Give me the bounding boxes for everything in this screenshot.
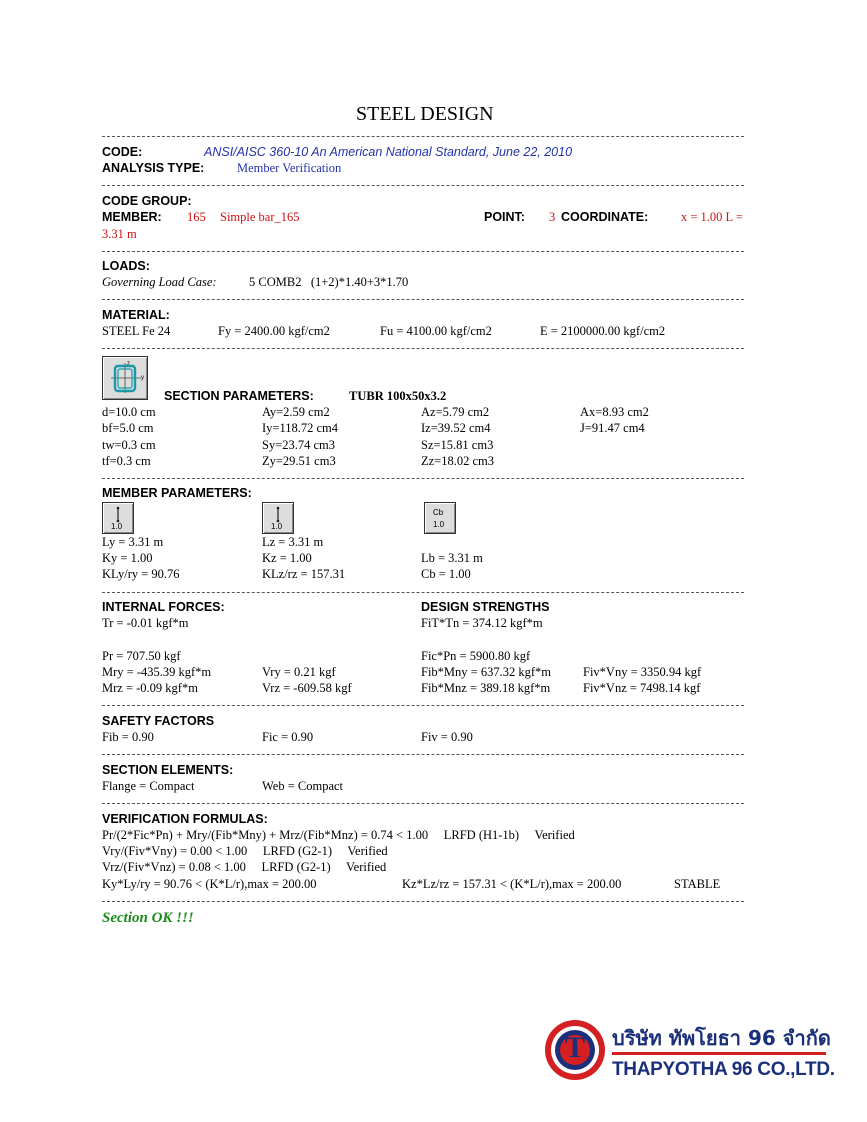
- section-sy: Sy=23.74 cm3: [262, 438, 336, 452]
- divider: [102, 705, 744, 706]
- divider: [102, 592, 744, 593]
- code-group-label: CODE GROUP:: [102, 194, 192, 208]
- page-title: STEEL DESIGN: [356, 103, 494, 125]
- member-label: MEMBER:: [102, 210, 162, 224]
- icon-kz-value: 1.0: [271, 522, 283, 531]
- strength-fiv-vny: Fiv*Vny = 3350.94 kgf: [583, 665, 702, 679]
- section-sz: Sz=15.81 cm3: [421, 438, 494, 452]
- section-ay: Ay=2.59 cm2: [262, 405, 330, 419]
- strength-fib-mny: Fib*Mny = 637.32 kgf*m: [421, 665, 551, 679]
- safety-fic: Fic = 0.90: [262, 730, 314, 744]
- cb-coefficient-icon: [424, 502, 456, 534]
- force-tr: Tr = -0.01 kgf*m: [102, 616, 189, 630]
- rectangular-tube-section-icon: [102, 356, 148, 400]
- buckling-length-z-icon: [262, 502, 294, 534]
- verification-line-3: Vrz/(Fiv*Vnz) = 0.08 < 1.00 LRFD (G2-1) Verified: [102, 860, 387, 874]
- section-bf: bf=5.0 cm: [102, 421, 154, 435]
- force-vry: Vry = 0.21 kgf: [262, 665, 336, 679]
- section-ax: Ax=8.93 cm2: [580, 405, 649, 419]
- logo-letter: T: [565, 1031, 586, 1064]
- member-parameters-label: MEMBER PARAMETERS:: [102, 486, 252, 500]
- param-kly-ry: KLy/ry = 90.76: [102, 567, 180, 581]
- strength-fib-mnz: Fib*Mnz = 389.18 kgf*m: [421, 681, 551, 695]
- icon-cb-label: Cb: [433, 508, 444, 517]
- param-ky: Ky = 1.00: [102, 551, 153, 565]
- loads-label: LOADS:: [102, 259, 150, 273]
- strength-fit-tn: FiT*Tn = 374.12 kgf*m: [421, 616, 543, 630]
- analysis-type-value: Member Verification: [237, 161, 342, 175]
- result-status: Section OK !!!: [102, 910, 194, 926]
- material-name: STEEL Fe 24: [102, 324, 171, 338]
- web-class: Web = Compact: [262, 779, 344, 793]
- material-fy: Fy = 2400.00 kgf/cm2: [218, 324, 330, 338]
- governing-load-case: 5 COMB2 (1+2)*1.40+3*1.70: [249, 275, 409, 289]
- stability-status: STABLE: [674, 877, 721, 891]
- svg-text:y: y: [141, 375, 144, 381]
- verification-line-2: Vry/(Fiv*Vny) = 0.00 < 1.00 LRFD (G2-1) Verified: [102, 844, 388, 858]
- divider: [102, 478, 744, 479]
- section-j: J=91.47 cm4: [580, 421, 645, 435]
- buckling-length-y-icon: [102, 502, 134, 534]
- section-zy: Zy=29.51 cm3: [262, 454, 336, 468]
- force-mry: Mry = -435.39 kgf*m: [102, 665, 212, 679]
- coordinate-value: x = 1.00 L =: [681, 210, 743, 224]
- verification-line-1: Pr/(2*Fic*Pn) + Mry/(Fib*Mny) + Mrz/(Fib*Mnz) = 0.74 < 1.00 LRFD (H1-1b) Verified: [102, 828, 575, 842]
- strength-fiv-vnz: Fiv*Vnz = 7498.14 kgf: [583, 681, 701, 695]
- code-label: CODE:: [102, 145, 143, 159]
- divider: [102, 348, 744, 349]
- section-elements-label: SECTION ELEMENTS:: [102, 763, 234, 777]
- param-kz: Kz = 1.00: [262, 551, 312, 565]
- divider: [102, 754, 744, 755]
- force-vrz: Vrz = -609.58 kgf: [262, 681, 352, 695]
- design-strengths-label: DESIGN STRENGTHS: [421, 600, 550, 614]
- internal-forces-label: INTERNAL FORCES:: [102, 600, 225, 614]
- member-name: Simple bar_165: [220, 210, 300, 224]
- divider: [102, 185, 744, 186]
- company-name-english: THAPYOTHA 96 CO.,LTD.: [612, 1059, 835, 1080]
- point-label: POINT:: [484, 210, 525, 224]
- point-value: 3: [549, 210, 556, 224]
- svg-text:z: z: [127, 361, 130, 367]
- material-label: MATERIAL:: [102, 308, 170, 322]
- section-iy: Iy=118.72 cm4: [262, 421, 339, 435]
- param-lb: Lb = 3.31 m: [421, 551, 483, 565]
- material-e: E = 2100000.00 kgf/cm2: [540, 324, 666, 338]
- force-mrz: Mrz = -0.09 kgf*m: [102, 681, 198, 695]
- param-cb: Cb = 1.00: [421, 567, 471, 581]
- analysis-type-label: ANALYSIS TYPE:: [102, 161, 205, 175]
- verification-line-4b: Kz*Lz/rz = 157.31 < (K*L/r),max = 200.00: [402, 877, 622, 891]
- divider: [102, 803, 744, 804]
- coordinate-value-cont: 3.31 m: [102, 227, 137, 241]
- icon-cb-value: 1.0: [433, 520, 445, 529]
- divider: [102, 901, 744, 902]
- param-ly: Ly = 3.31 m: [102, 535, 164, 549]
- material-fu: Fu = 4100.00 kgf/cm2: [380, 324, 492, 338]
- section-zz: Zz=18.02 cm3: [421, 454, 495, 468]
- section-parameters-label: SECTION PARAMETERS:: [164, 389, 314, 403]
- divider: [102, 251, 744, 252]
- governing-load-label: Governing Load Case:: [102, 275, 217, 289]
- logo-divider: [612, 1052, 826, 1055]
- safety-fib: Fib = 0.90: [102, 730, 154, 744]
- section-tw: tw=0.3 cm: [102, 438, 156, 452]
- strength-fic-pn: Fic*Pn = 5900.80 kgf: [421, 649, 531, 663]
- member-number: 165: [187, 210, 206, 224]
- icon-ky-value: 1.0: [111, 522, 123, 531]
- company-name-thai: บริษัท ทัพโยธา 96 จำกัด: [612, 1026, 831, 1050]
- company-logo-icon: [543, 1018, 607, 1082]
- safety-fiv: Fiv = 0.90: [421, 730, 473, 744]
- section-name: TUBR 100x50x3.2: [349, 389, 447, 403]
- flange-class: Flange = Compact: [102, 779, 195, 793]
- param-klz-rz: KLz/rz = 157.31: [262, 567, 346, 581]
- force-pr: Pr = 707.50 kgf: [102, 649, 181, 663]
- verification-formulas-label: VERIFICATION FORMULAS:: [102, 812, 268, 826]
- param-lz: Lz = 3.31 m: [262, 535, 324, 549]
- verification-line-4a: Ky*Ly/ry = 90.76 < (K*L/r),max = 200.00: [102, 877, 317, 891]
- section-tf: tf=0.3 cm: [102, 454, 151, 468]
- code-value: ANSI/AISC 360-10 An American National Standard, June 22, 2010: [204, 145, 573, 159]
- divider: [102, 299, 744, 300]
- section-iz: Iz=39.52 cm4: [421, 421, 491, 435]
- coordinate-label: COORDINATE:: [561, 210, 649, 224]
- safety-factors-label: SAFETY FACTORS: [102, 714, 215, 728]
- divider: [102, 136, 744, 137]
- section-az: Az=5.79 cm2: [421, 405, 490, 419]
- section-d: d=10.0 cm: [102, 405, 156, 419]
